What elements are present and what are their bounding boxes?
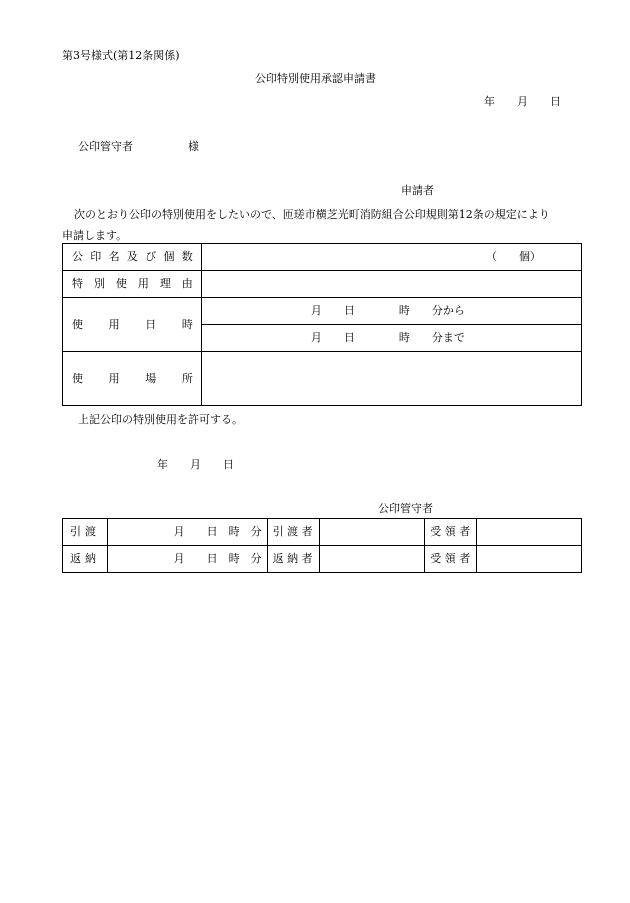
receiver-1-field[interactable]	[477, 519, 582, 546]
handover-table	[62, 518, 582, 573]
label-reason: 特 別 使 用 理 由	[63, 271, 202, 298]
application-date: 年 月 日	[484, 95, 561, 108]
return-person-field[interactable]	[319, 546, 425, 573]
label-return: 返 納	[63, 546, 108, 573]
label-handover: 引 渡	[63, 519, 108, 546]
row-reason	[63, 271, 582, 298]
handover-person-field[interactable]	[319, 519, 425, 546]
approval-date: 年 月 日	[157, 458, 234, 471]
datetime-from-field[interactable]	[201, 298, 581, 325]
label-datetime: 使 用 日 時	[63, 298, 202, 352]
body-text-line2: 申請します。	[62, 229, 128, 242]
reason-field[interactable]	[201, 271, 581, 298]
label-seal-name-count: 公 印 名 及 び 個 数	[63, 244, 202, 271]
row-handover	[63, 519, 582, 546]
handover-datetime: 月 日 時 分	[173, 525, 262, 538]
form-number: 第3号様式(第12条関係)	[62, 49, 180, 62]
row-location	[63, 352, 582, 406]
datetime-to-field[interactable]	[201, 325, 581, 352]
location-field[interactable]	[201, 352, 581, 406]
label-return-person: 返 納 者	[267, 546, 319, 573]
receiver-2-field[interactable]	[477, 546, 582, 573]
row-datetime-from	[63, 298, 582, 325]
application-table	[62, 243, 582, 406]
addressee: 公印管守者 様	[78, 140, 199, 153]
row-seal-name-count	[63, 244, 582, 271]
body-text-line1: 次のとおり公印の特別使用をしたいので、匝瑳市横芝光町消防組合公印規則第12条の規定により	[74, 208, 550, 221]
return-datetime-field[interactable]	[107, 546, 267, 573]
approval-text: 上記公印の特別使用を許可する。	[78, 413, 243, 426]
label-receiver-1: 受 領 者	[425, 519, 477, 546]
custodian-label: 公印管守者	[378, 502, 433, 515]
count-unit: （ 個）	[486, 250, 541, 263]
label-handover-person: 引 渡 者	[267, 519, 319, 546]
datetime-to-text: 月 日 時 分まで	[310, 331, 465, 344]
label-receiver-2: 受 領 者	[425, 546, 477, 573]
handover-datetime-field[interactable]	[107, 519, 267, 546]
return-datetime: 月 日 時 分	[173, 552, 262, 565]
row-return	[63, 546, 582, 573]
seal-name-count-field[interactable]	[201, 244, 581, 271]
label-location: 使 用 場 所	[63, 352, 202, 406]
applicant-label: 申請者	[401, 184, 434, 197]
page-title: 公印特別使用承認申請書	[255, 72, 376, 85]
datetime-from-text: 月 日 時 分から	[310, 304, 465, 317]
